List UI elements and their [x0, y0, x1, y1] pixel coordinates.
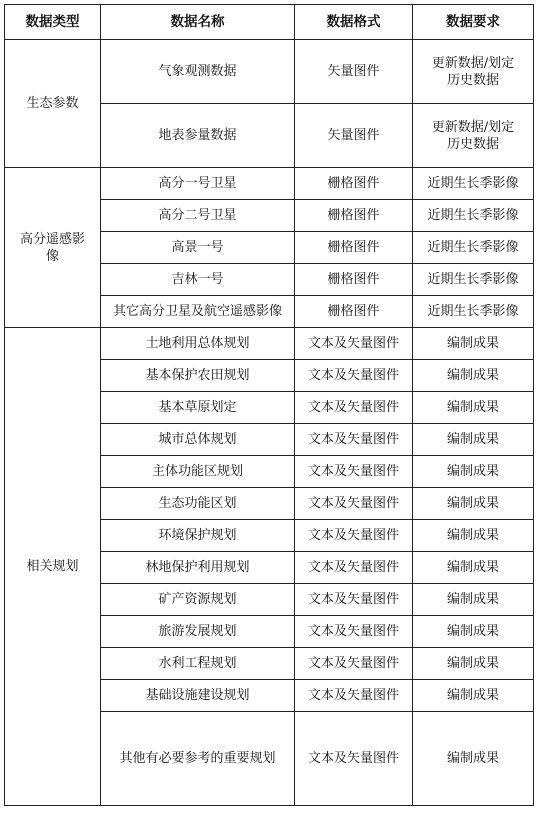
requirement-line-2: 历史数据	[446, 72, 499, 88]
header-data-format: 数据格式	[295, 5, 413, 40]
table-row	[5, 328, 534, 360]
type-line-1: 高分遥感影	[19, 231, 85, 247]
format-cell: 文本及矢量图件	[295, 712, 413, 806]
name-cell: 水利工程规划	[101, 648, 295, 680]
type-cell-planning: 相关规划	[5, 328, 101, 806]
requirement-cell: 编制成果	[413, 616, 534, 648]
name-cell: 生态功能区划	[101, 488, 295, 520]
requirement-cell: 编制成果	[413, 424, 534, 456]
requirement-cell: 编制成果	[413, 456, 534, 488]
requirement-cell: 近期生长季影像	[413, 168, 534, 200]
format-cell: 栅格图件	[295, 264, 413, 296]
name-cell: 基础设施建设规划	[101, 680, 295, 712]
type-line-2: 像	[45, 248, 59, 264]
name-cell: 高分一号卫星	[101, 168, 295, 200]
name-cell: 矿产资源规划	[101, 584, 295, 616]
requirement-cell	[413, 104, 534, 168]
format-cell: 栅格图件	[295, 296, 413, 328]
format-cell: 文本及矢量图件	[295, 392, 413, 424]
requirement-cell: 近期生长季影像	[413, 232, 534, 264]
name-cell: 基本保护农田规划	[101, 360, 295, 392]
format-cell: 栅格图件	[295, 200, 413, 232]
header-row	[5, 5, 534, 40]
name-cell: 城市总体规划	[101, 424, 295, 456]
name-cell: 其它高分卫星及航空遥感影像	[101, 296, 295, 328]
header-data-type: 数据类型	[5, 5, 101, 40]
format-cell: 文本及矢量图件	[295, 328, 413, 360]
format-cell: 矢量图件	[295, 104, 413, 168]
format-cell: 文本及矢量图件	[295, 648, 413, 680]
table-row	[5, 168, 534, 200]
name-cell: 其他有必要参考的重要规划	[101, 712, 295, 806]
name-cell: 环境保护规划	[101, 520, 295, 552]
format-cell: 文本及矢量图件	[295, 616, 413, 648]
requirement-cell: 编制成果	[413, 488, 534, 520]
requirement-cell: 编制成果	[413, 360, 534, 392]
requirement-cell: 编制成果	[413, 328, 534, 360]
requirement-cell: 编制成果	[413, 520, 534, 552]
requirement-cell: 编制成果	[413, 712, 534, 806]
requirement-cell: 编制成果	[413, 648, 534, 680]
requirement-cell: 近期生长季影像	[413, 200, 534, 232]
type-cell-remote-sensing	[5, 168, 101, 328]
requirement-cell: 编制成果	[413, 584, 534, 616]
requirement-cell: 编制成果	[413, 392, 534, 424]
name-cell: 主体功能区规划	[101, 456, 295, 488]
table-row	[5, 40, 534, 104]
requirement-line-1: 更新数据/划定	[431, 55, 515, 71]
header-data-name: 数据名称	[101, 5, 295, 40]
format-cell: 文本及矢量图件	[295, 360, 413, 392]
format-cell: 文本及矢量图件	[295, 456, 413, 488]
requirement-line-1: 更新数据/划定	[431, 119, 515, 135]
requirement-cell: 近期生长季影像	[413, 296, 534, 328]
name-cell: 吉林一号	[101, 264, 295, 296]
format-cell: 文本及矢量图件	[295, 520, 413, 552]
requirement-cell: 近期生长季影像	[413, 264, 534, 296]
data-requirements-table	[4, 4, 534, 806]
format-cell: 文本及矢量图件	[295, 488, 413, 520]
requirement-cell	[413, 40, 534, 104]
name-cell: 气象观测数据	[101, 40, 295, 104]
format-cell: 文本及矢量图件	[295, 680, 413, 712]
format-cell: 栅格图件	[295, 168, 413, 200]
name-cell: 旅游发展规划	[101, 616, 295, 648]
format-cell: 文本及矢量图件	[295, 424, 413, 456]
requirement-line-2: 历史数据	[446, 136, 499, 152]
name-cell: 基本草原划定	[101, 392, 295, 424]
format-cell: 栅格图件	[295, 232, 413, 264]
format-cell: 文本及矢量图件	[295, 552, 413, 584]
format-cell: 文本及矢量图件	[295, 584, 413, 616]
name-cell: 土地利用总体规划	[101, 328, 295, 360]
name-cell: 地表参量数据	[101, 104, 295, 168]
name-cell: 高景一号	[101, 232, 295, 264]
format-cell: 矢量图件	[295, 40, 413, 104]
header-data-requirement: 数据要求	[413, 5, 534, 40]
requirement-cell: 编制成果	[413, 552, 534, 584]
name-cell: 林地保护利用规划	[101, 552, 295, 584]
requirement-cell: 编制成果	[413, 680, 534, 712]
name-cell: 高分二号卫星	[101, 200, 295, 232]
type-cell-eco: 生态参数	[5, 40, 101, 168]
